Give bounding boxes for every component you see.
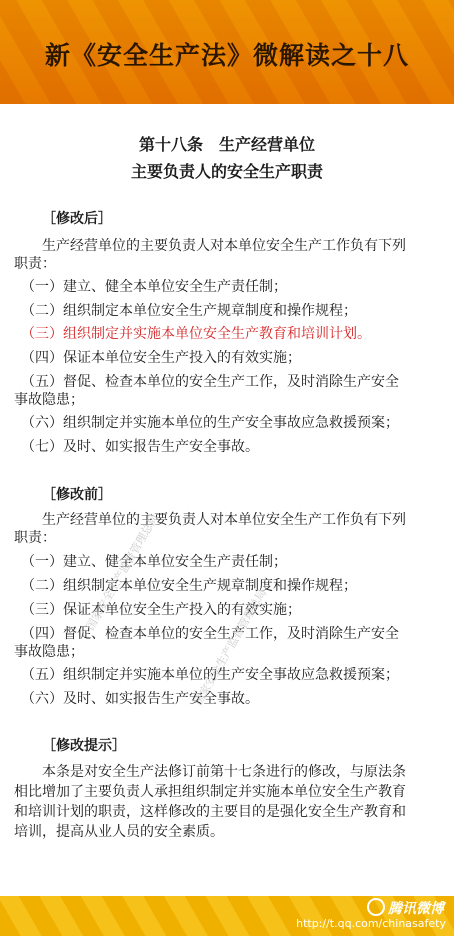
tips-line: 和培训计划的职责，这样修改的主要目的是强化安全生产教育和 bbox=[14, 804, 406, 820]
after-line: 生产经营单位的主要负责人对本单位安全生产工作负有下列 bbox=[14, 238, 406, 254]
after-line: （七）及时、如实报告生产安全事故。 bbox=[14, 439, 259, 455]
before-line: 生产经营单位的主要负责人对本单位安全生产工作负有下列 bbox=[14, 512, 406, 528]
footer-url-link[interactable]: http://t.qq.com/chinasafety bbox=[296, 917, 446, 930]
tips-line: 相比增加了主要负责人承担组织制定并实施本单位安全生产教育 bbox=[14, 784, 406, 800]
before-line: （一）建立、健全本单位安全生产责任制； bbox=[14, 554, 287, 570]
section-label-before: ［修改前］ bbox=[42, 487, 112, 503]
watermark: 国家安全生产监督管理总局 bbox=[191, 586, 269, 708]
after-line: （六）组织制定并实施本单位的生产安全事故应急救援预案； bbox=[14, 415, 399, 431]
before-line: （四）督促、检查本单位的安全生产工作，及时消除生产安全 bbox=[14, 626, 399, 642]
weibo-logo-icon bbox=[367, 898, 385, 916]
tips-line: 本条是对安全生产法修订前第十七条进行的修改，与原法条 bbox=[14, 764, 406, 780]
after-line: （四）保证本单位安全生产投入的有效实施； bbox=[14, 350, 301, 366]
section-label-tips: ［修改提示］ bbox=[42, 738, 126, 754]
after-line: 职责： bbox=[14, 256, 56, 272]
after-line: （五）督促、检查本单位的安全生产工作，及时消除生产安全 bbox=[14, 374, 399, 390]
tips-line: 培训，提高从业人员的安全素质。 bbox=[14, 824, 224, 840]
after-line: 事故隐患； bbox=[14, 392, 84, 408]
after-line-highlighted: （三）组织制定并实施本单位安全生产教育和培训计划。 bbox=[14, 326, 371, 342]
article-subtitle: 主要负责人的安全生产职责 bbox=[130, 162, 323, 181]
before-line: （三）保证本单位安全生产投入的有效实施； bbox=[14, 602, 301, 618]
section-label-after: ［修改后］ bbox=[42, 211, 112, 227]
article-title: 第十八条 生产经营单位 bbox=[138, 135, 315, 154]
before-line: 事故隐患； bbox=[14, 644, 84, 660]
footer-logo[interactable] bbox=[367, 898, 444, 918]
watermark: 国家安全生产监督管理总局 bbox=[83, 511, 161, 633]
before-line: 职责： bbox=[14, 530, 56, 546]
footer-brand: 腾讯微博 bbox=[388, 901, 444, 917]
header-banner bbox=[0, 0, 454, 104]
after-line: （二）组织制定本单位安全生产规章制度和操作规程； bbox=[14, 303, 357, 319]
after-line: （一）建立、健全本单位安全生产责任制； bbox=[14, 279, 287, 295]
before-line: （二）组织制定本单位安全生产规章制度和操作规程； bbox=[14, 578, 357, 594]
banner-title: 新《安全生产法》微解读之十八 bbox=[44, 41, 409, 70]
before-line: （五）组织制定并实施本单位的生产安全事故应急救援预案； bbox=[14, 667, 399, 683]
before-line: （六）及时、如实报告生产安全事故。 bbox=[14, 691, 259, 707]
footer-bar bbox=[0, 896, 454, 936]
